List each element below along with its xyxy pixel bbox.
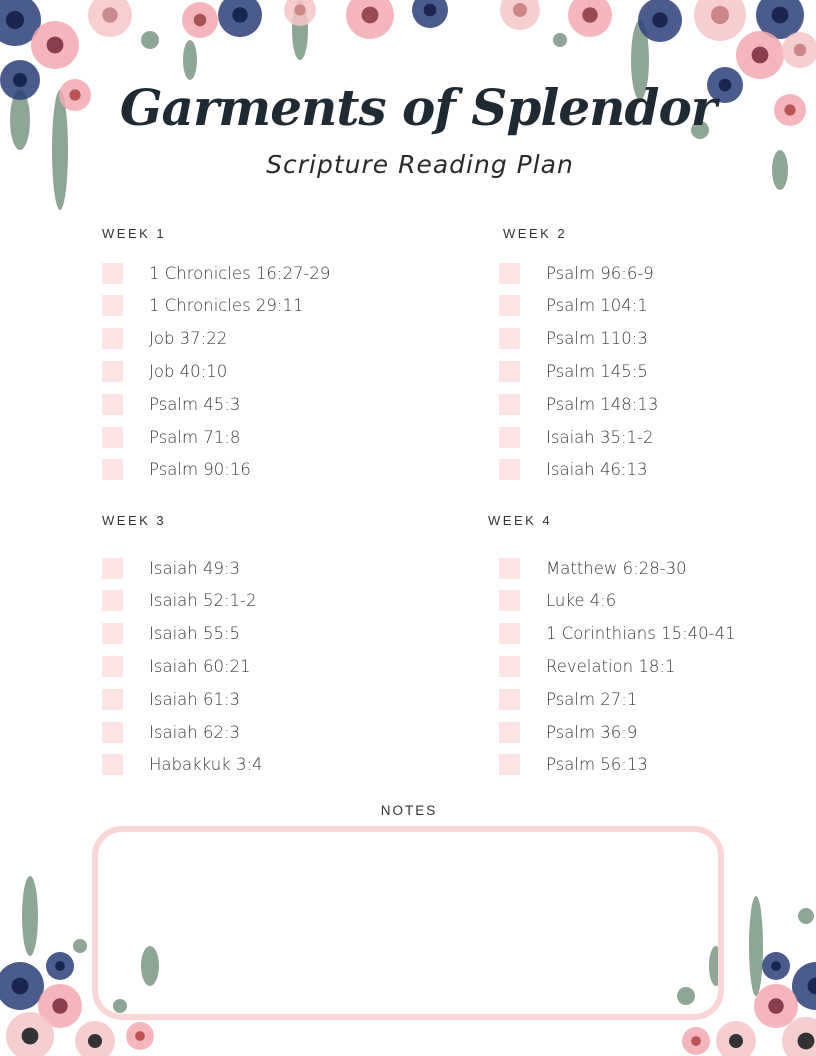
reading-item[interactable] [499, 590, 616, 612]
page-subtitle: Scripture Reading Plan [266, 150, 574, 179]
reading-item[interactable] [499, 426, 653, 448]
reading-item[interactable] [499, 262, 654, 284]
reading-reference: Habakkuk 3:4 [149, 755, 263, 775]
checkbox[interactable] [499, 754, 520, 775]
week-2-heading: WEEK 2 [503, 226, 568, 241]
reading-reference: Psalm 145:5 [546, 361, 648, 381]
checkbox[interactable] [499, 263, 520, 284]
reading-item[interactable] [499, 459, 648, 481]
reading-item[interactable] [102, 360, 227, 382]
checkbox[interactable] [499, 689, 520, 710]
reading-item[interactable] [499, 688, 637, 710]
checkbox[interactable] [102, 263, 123, 284]
checkbox[interactable] [499, 459, 520, 480]
reading-reference: 1 Chronicles 29:11 [149, 296, 304, 316]
reading-reference: Job 40:10 [149, 361, 228, 381]
reading-item[interactable] [102, 590, 256, 612]
leaf [798, 908, 814, 924]
reading-item[interactable] [499, 655, 675, 677]
reading-reference: Isaiah 55:5 [149, 624, 241, 644]
reading-reference: Isaiah 60:21 [149, 656, 251, 676]
reading-reference: Matthew 6:28-30 [546, 558, 687, 578]
reading-item[interactable] [499, 328, 648, 350]
checkbox[interactable] [102, 754, 123, 775]
reading-reference: Revelation 18:1 [546, 656, 676, 676]
reading-item[interactable] [102, 328, 227, 350]
reading-item[interactable] [499, 393, 658, 415]
reading-reference: Psalm 110:3 [546, 329, 648, 349]
reading-reference: Psalm 27:1 [546, 689, 638, 709]
checkbox[interactable] [499, 427, 520, 448]
week-1-heading: WEEK 1 [102, 226, 167, 241]
leaf [749, 896, 763, 996]
reading-item[interactable] [499, 623, 736, 645]
leaf [183, 40, 197, 80]
checkbox[interactable] [499, 656, 520, 677]
reading-item[interactable] [102, 623, 240, 645]
leaf [22, 876, 38, 956]
checkbox[interactable] [499, 295, 520, 316]
week-4-heading: WEEK 4 [488, 513, 553, 528]
reading-item[interactable] [102, 655, 251, 677]
checkbox[interactable] [499, 328, 520, 349]
reading-item[interactable] [102, 262, 330, 284]
notes-area[interactable] [92, 826, 724, 1020]
reading-reference: Psalm 56:13 [546, 755, 648, 775]
checkbox[interactable] [102, 558, 123, 579]
reading-item[interactable] [499, 754, 648, 776]
checkbox[interactable] [102, 328, 123, 349]
checkbox[interactable] [499, 394, 520, 415]
reading-reference: Isaiah 49:3 [149, 558, 241, 578]
leaf [141, 31, 159, 49]
notes-label: NOTES [380, 803, 438, 818]
reading-reference: Isaiah 35:1-2 [546, 427, 654, 447]
checkbox[interactable] [102, 722, 123, 743]
reading-reference: Isaiah 52:1-2 [149, 591, 257, 611]
week-3-heading: WEEK 3 [102, 513, 167, 528]
reading-item[interactable] [102, 557, 240, 579]
reading-reference: Psalm 71:8 [149, 427, 241, 447]
checkbox[interactable] [102, 689, 123, 710]
reading-item[interactable] [102, 295, 303, 317]
checkbox[interactable] [499, 722, 520, 743]
checkbox[interactable] [102, 623, 123, 644]
checkbox[interactable] [102, 361, 123, 382]
reading-item[interactable] [499, 721, 637, 743]
reading-item[interactable] [499, 295, 648, 317]
reading-reference: Psalm 148:13 [546, 394, 659, 414]
reading-reference: Luke 4:6 [546, 591, 617, 611]
reading-reference: Isaiah 61:3 [149, 689, 241, 709]
reading-reference: Psalm 45:3 [149, 394, 241, 414]
reading-item[interactable] [499, 360, 648, 382]
checkbox[interactable] [499, 590, 520, 611]
reading-reference: Psalm 104:1 [546, 296, 648, 316]
leaf [553, 33, 567, 47]
reading-reference: 1 Chronicles 16:27-29 [149, 263, 331, 283]
reading-reference: Isaiah 46:13 [546, 460, 648, 480]
checkbox[interactable] [102, 427, 123, 448]
reading-item[interactable] [102, 426, 240, 448]
reading-item[interactable] [102, 688, 240, 710]
reading-item[interactable] [102, 393, 240, 415]
reading-item[interactable] [102, 459, 251, 481]
checkbox[interactable] [102, 656, 123, 677]
checkbox[interactable] [499, 558, 520, 579]
leaf [73, 939, 87, 953]
checkbox[interactable] [102, 590, 123, 611]
reading-reference: 1 Corinthians 15:40-41 [546, 624, 736, 644]
reading-reference: Psalm 90:16 [149, 460, 251, 480]
reading-item[interactable] [102, 721, 240, 743]
checkbox[interactable] [499, 623, 520, 644]
checkbox[interactable] [102, 295, 123, 316]
checkbox[interactable] [102, 394, 123, 415]
checkbox[interactable] [499, 361, 520, 382]
reading-reference: Isaiah 62:3 [149, 722, 241, 742]
reading-reference: Psalm 96:6-9 [546, 263, 654, 283]
reading-reference: Psalm 36:9 [546, 722, 638, 742]
reading-item[interactable] [102, 754, 263, 776]
checkbox[interactable] [102, 459, 123, 480]
reading-item[interactable] [499, 557, 687, 579]
page-title: Garments of Splendor [119, 78, 717, 137]
reading-reference: Job 37:22 [149, 329, 228, 349]
